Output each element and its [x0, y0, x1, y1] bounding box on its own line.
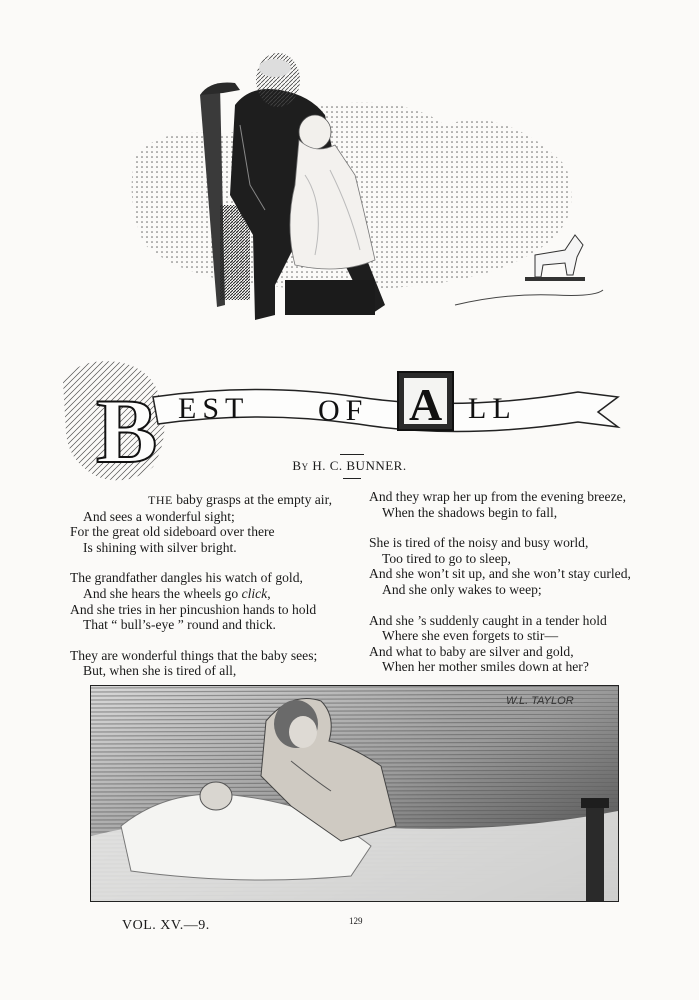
poem-stanza: [369, 489, 669, 520]
byline-prefix: By: [292, 458, 309, 473]
poem-line: But, when she is tired of all,: [83, 663, 237, 679]
title-word-OF: OF: [318, 394, 369, 427]
poem-line: And she ’s suddenly caught in a tender hold: [369, 612, 607, 628]
title-word-LL: LL: [468, 392, 517, 425]
illustration-signature: W.L. TAYLOR: [506, 695, 574, 707]
poem-line: She is tired of the noisy and busy world,: [369, 535, 589, 551]
poem-line: And she hears the wheels go click,: [83, 585, 271, 601]
poem-line: Is shining with silver bright.: [83, 539, 237, 555]
title-letter-A: A: [409, 379, 443, 430]
poem-line: When the shadows begin to fall,: [382, 504, 558, 520]
title-word-EST: EST: [178, 392, 250, 425]
poem-line: For the great old sideboard over there: [70, 524, 275, 540]
poem-stanza: [70, 648, 370, 679]
poem-line: And she tries in her pincushion hands to hold: [70, 601, 317, 617]
poem-line: THE baby grasps at the empty air,: [148, 492, 332, 507]
title-letter-B: B: [96, 380, 158, 482]
poem-line: And they wrap her up from the evening breeze,: [369, 489, 627, 504]
poem-line: And she only wakes to weep;: [382, 581, 542, 597]
byline-rule: [343, 478, 361, 479]
grandfather-illustration: [125, 35, 605, 335]
poem-stanza: [369, 535, 669, 597]
poem-line: Where she even forgets to stir—: [382, 628, 559, 644]
title-rule: [340, 454, 364, 455]
poem-left-column: [70, 492, 370, 694]
byline: [0, 458, 699, 474]
poem-stanza: [369, 613, 669, 675]
volume-number: VOL. XV.—9.: [122, 918, 210, 933]
mother-baby-illustration: [90, 685, 619, 902]
poem-line: And what to baby are silver and gold,: [369, 643, 574, 659]
poem-line: When her mother smiles down at her?: [382, 659, 589, 675]
poem-stanza: [70, 492, 370, 555]
poem-stanza: [70, 570, 370, 632]
poem-line: Too tired to go to sleep,: [382, 550, 511, 566]
poem-right-column: [369, 489, 669, 690]
byline-author: H. C. BUNNER.: [312, 458, 407, 473]
poem-line: That “ bull’s-eye ” round and thick.: [83, 617, 276, 633]
poem-line: And sees a wonderful sight;: [83, 508, 235, 524]
page-number: 129: [349, 916, 363, 926]
poem-line: And she won’t sit up, and she won’t stay curled,: [369, 566, 631, 582]
poem-line: The grandfather dangles his watch of gold,: [70, 570, 303, 586]
poem-line: They are wonderful things that the baby sees;: [70, 647, 318, 663]
